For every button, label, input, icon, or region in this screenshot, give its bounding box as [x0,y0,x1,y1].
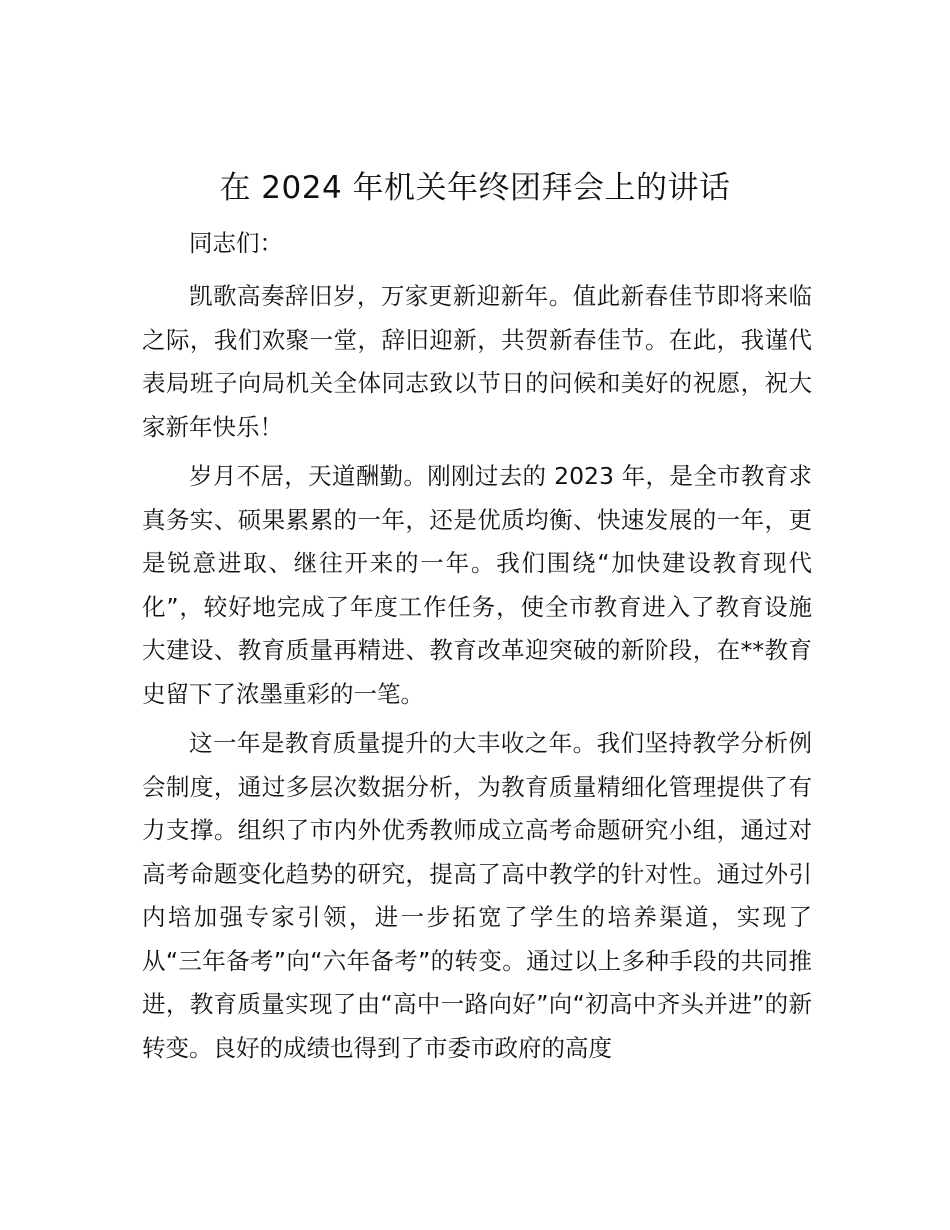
salutation: 同志们： [189,229,283,257]
paragraph-2: 岁月不居，天道酬勤。刚刚过去的 2023 年，是全市教育求真务实、硕果累累的一年，还是优质均衡、快速发展的一年，更是锐意进取、继往开来的一年。我们围绕“加快建设教育现代化”，较好地完成了年度工作任务，使全市教育进入了教育设施大建设、教育质量再精进、教育改革迎突破的新阶段，在**教育史留下了浓墨重彩的一笔。 [142,462,812,708]
paragraph-3: 这一年是教育质量提升的大丰收之年。我们坚持教学分析例会制度，通过多层次数据分析，为教育质量精细化管理提供了有力支撑。组织了市内外优秀教师成立高考命题研究小组，通过对高考命题变化趋势的研究，提高了高中教学的针对性。通过外引内培加强专家引领，进一步拓宽了学生的培养渠道，实现了从“三年备考”向“六年备考”的转变。通过以上多种手段的共同推进，教育质量实现了由“高中一路向好”向“初高中齐头并进”的新转变。良好的成绩也得到了市委市政府的高度 [142,729,812,1062]
paragraph-1: 凯歌高奏辞旧岁，万家更新迎新年。值此新春佳节即将来临之际，我们欢聚一堂，辞旧迎新，共贺新春佳节。在此，我谨代表局班子向局机关全体同志致以节日的问候和美好的祝愿，祝大家新年快乐！ [142,282,812,441]
document-title: 在 2024 年机关年终团拜会上的讲话 [219,170,731,206]
